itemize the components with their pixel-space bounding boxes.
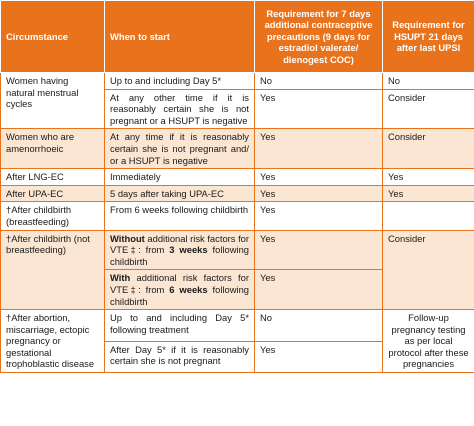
cell-circumstance: After LNG-EC bbox=[1, 169, 105, 186]
cell-when bbox=[105, 270, 255, 310]
cell-when: Up to and including Day 5* following treatment bbox=[105, 310, 255, 341]
table-row bbox=[1, 73, 474, 90]
header-row bbox=[1, 1, 474, 73]
cell-circumstance: †After childbirth (not breastfeeding) bbox=[1, 230, 105, 310]
header-additional-precautions: Requirement for 7 days additional contraceptive precautions (9 days for estradiol valerate/ dienogest COC) bbox=[255, 1, 383, 73]
table-row bbox=[1, 169, 474, 186]
text-segment: following childbirth bbox=[110, 283, 249, 307]
cell-precautions: Yes bbox=[255, 341, 383, 372]
cell-when bbox=[105, 230, 255, 270]
text-segment: additional risk factors for VTE‡: from bbox=[110, 272, 249, 295]
cell-precautions: Yes bbox=[255, 270, 383, 310]
cell-precautions: Yes bbox=[255, 185, 383, 202]
cell-hsupt bbox=[383, 202, 474, 230]
cell-circumstance: After UPA-EC bbox=[1, 185, 105, 202]
emphasis-weeks: 6 weeks bbox=[169, 283, 208, 295]
header-circumstance: Circumstance bbox=[1, 1, 105, 73]
text-segment: following childbirth bbox=[110, 244, 249, 267]
cell-when: From 6 weeks following childbirth bbox=[105, 202, 255, 230]
cell-hsupt: Consider bbox=[383, 89, 474, 129]
table-row bbox=[1, 230, 474, 270]
cell-hsupt: Follow-up pregnancy testing as per local protocol after these pregnancies bbox=[383, 310, 474, 373]
cell-hsupt: Yes bbox=[383, 169, 474, 186]
table-row bbox=[1, 129, 474, 169]
cell-when: Up to and including Day 5* bbox=[105, 73, 255, 90]
header-when-to-start: When to start bbox=[105, 1, 255, 73]
cell-circumstance: †After childbirth (breastfeeding) bbox=[1, 202, 105, 230]
cell-precautions: No bbox=[255, 310, 383, 341]
cell-precautions: Yes bbox=[255, 169, 383, 186]
cell-circumstance: Women having natural menstrual cycles bbox=[1, 73, 105, 129]
emphasis-without: Without bbox=[110, 232, 145, 244]
header-hsupt-requirement: Requirement for HSUPT 21 days after last UPSI bbox=[383, 1, 474, 73]
cell-precautions: Yes bbox=[255, 202, 383, 230]
emphasis-weeks: 3 weeks bbox=[169, 244, 208, 256]
cell-precautions: Yes bbox=[255, 230, 383, 270]
cell-when: 5 days after taking UPA-EC bbox=[105, 185, 255, 202]
cell-hsupt: Consider bbox=[383, 230, 474, 310]
emphasis-with: With bbox=[110, 272, 131, 284]
cell-when: At any other time if it is reasonably certain she is not pregnant or a HSUPT is negative bbox=[105, 89, 255, 129]
cell-circumstance: Women who are amenorrhoeic bbox=[1, 129, 105, 169]
cell-hsupt: Yes bbox=[383, 185, 474, 202]
cell-when: After Day 5* if it is reasonably certain she is not pregnant bbox=[105, 341, 255, 372]
table-row bbox=[1, 310, 474, 341]
table-row bbox=[1, 185, 474, 202]
cell-precautions: No bbox=[255, 73, 383, 90]
cell-precautions: Yes bbox=[255, 89, 383, 129]
cell-hsupt: Consider bbox=[383, 129, 474, 169]
cell-when: Immediately bbox=[105, 169, 255, 186]
cell-circumstance: †After abortion, miscarriage, ectopic pregnancy or gestational trophoblastic disease bbox=[1, 310, 105, 373]
cell-when: At any time if it is reasonably certain she is not pregnant and/ or a HSUPT is negative bbox=[105, 129, 255, 169]
table-row bbox=[1, 202, 474, 230]
cell-precautions: Yes bbox=[255, 129, 383, 169]
text-segment: additional risk factors for VTE‡: from bbox=[110, 232, 250, 256]
cell-hsupt: No bbox=[383, 73, 474, 90]
